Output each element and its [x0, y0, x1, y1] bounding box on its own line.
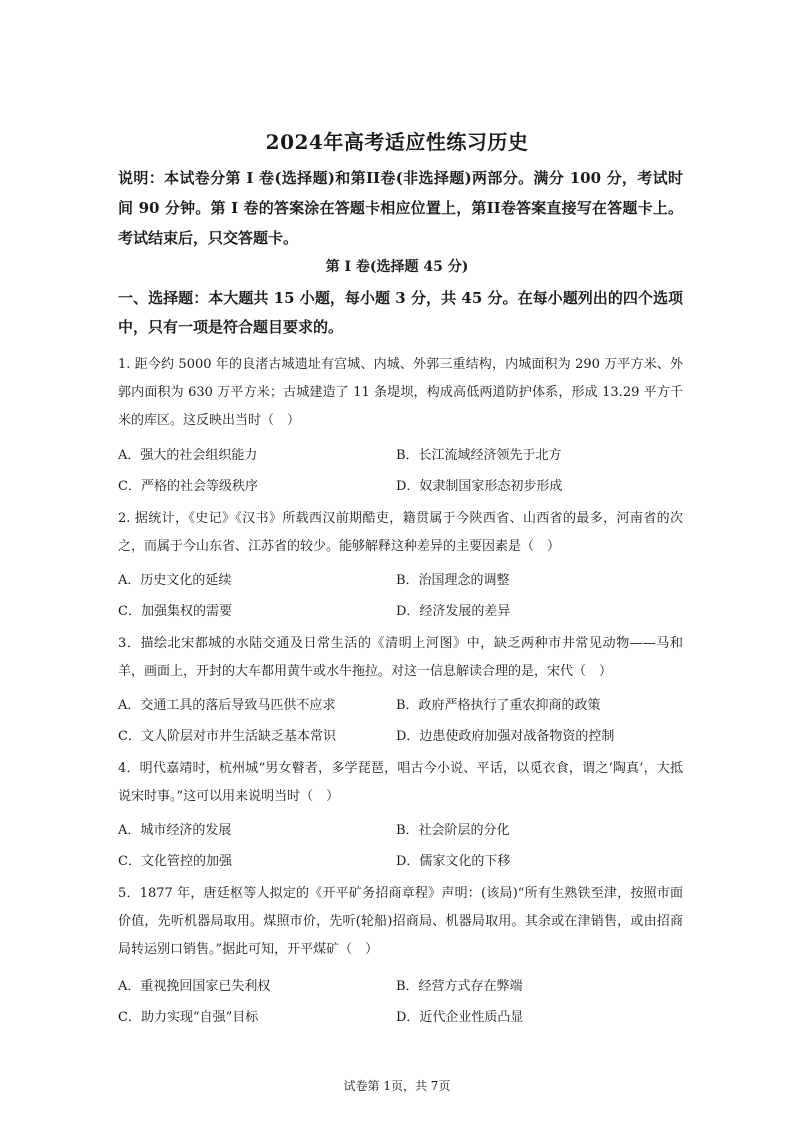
question-2-option-b: B．治国理念的调整 [396, 573, 510, 588]
question-2-option-d: D．经济发展的差异 [396, 604, 511, 619]
question-4-option-c: C．文化管控的加强 [118, 854, 232, 869]
question-5-option-b: B．经营方式存在弊端 [396, 979, 523, 994]
exam-instructions: 说明：本试卷分第 I 卷(选择题)和第II卷(非选择题)两部分。满分 100 分，考试时间 90 分钟。第 I 卷的答案涂在答题卡相应位置上，第II卷答案直接写在答题卡上。考试结束后，只交答题卡。 [118, 169, 683, 247]
question-2-options [118, 571, 683, 633]
question-3-stem: 3．描绘北宋都城的水陆交通及日常生活的《清明上河图》中，缺乏两种市井常见动物——马和羊，画面上，开封的大车都用黄牛或水牛拖拉。对这一信息解读合理的是，宋代（ ） [118, 636, 683, 679]
section-heading: 第 I 卷(选择题 45 分) [325, 259, 469, 275]
question-5-option-c: C．助力实现“自强”目标 [118, 1010, 259, 1025]
question-1-stem: 1. 距今约 5000 年的良渚古城遗址有宫城、内城、外郭三重结构，内城面积为 290 万平方米、外郭内面积为 630 万平方米；古城建造了 11 条堤坝，构成高低两道防护体系，形成 13.29 平方千米的库区。这反映出当时（ ） [118, 357, 683, 428]
question-3-option-b: B．政府严格执行了重农抑商的政策 [396, 698, 601, 713]
exam-title: 2024年高考适应性练习历史 [265, 130, 529, 154]
question-1-option-b: B．长江流域经济领先于北方 [396, 448, 562, 463]
question-4-option-d: D．儒家文化的下移 [396, 854, 511, 869]
question-4-option-a: A．城市经济的发展 [118, 823, 232, 838]
question-1-option-a: A．强大的社会组织能力 [118, 448, 258, 463]
part-heading: 一、选择题：本大题共 15 小题，每小题 3 分，共 45 分。在每小题列出的四个选项中，只有一项是符合题目要求的。 [118, 289, 683, 336]
question-2-stem: 2. 据统计，《史记》《汉书》所载西汉前期酷吏，籍贯属于今陕西省、山西省的最多，河南省的次之，而属于今山东省、江苏省的较少。能够解释这种差异的主要因素是（ ） [118, 511, 683, 554]
question-2-option-c: C．加强集权的需要 [118, 604, 232, 619]
question-3-option-c: C．文人阶层对市井生活缺乏基本常识 [118, 729, 336, 744]
question-3-option-a: A．交通工具的落后导致马匹供不应求 [118, 698, 336, 713]
question-3-options [118, 696, 683, 758]
question-1-option-c: C．严格的社会等级秩序 [118, 479, 258, 494]
question-4-stem: 4．明代嘉靖时，杭州城“男女瞽者，多学琵琶，唱古今小说、平话，以觅衣食，谓之‘陶真’，大抵说宋时事。”这可以用来说明当时（ ） [118, 761, 683, 804]
question-2-option-a: A．历史文化的延续 [118, 573, 232, 588]
question-5-option-a: A．重视挽回国家已失利权 [118, 979, 271, 994]
question-3-option-d: D．边患使政府加强对战备物资的控制 [396, 729, 615, 744]
question-1-option-d: D．奴隶制国家形态初步形成 [396, 479, 563, 494]
question-5-stem: 5．1877 年，唐廷枢等人拟定的《开平矿务招商章程》声明：(该局)“所有生熟铁至津，按照市面价值，先听机器局取用。煤照市价，先听(轮船)招商局、机器局取用。其余或在津销售，或由招商局转运别口销售。”据此可知，开平煤矿（ ） [118, 886, 683, 957]
question-5-option-d: D．近代企业性质凸显 [396, 1010, 524, 1025]
question-4-option-b: B．社会阶层的分化 [396, 823, 510, 838]
question-5-options [118, 977, 683, 1039]
question-1-options [118, 446, 683, 508]
question-4-options [118, 821, 683, 883]
page-footer: 试卷第 1页，共 7页 [343, 1079, 451, 1093]
